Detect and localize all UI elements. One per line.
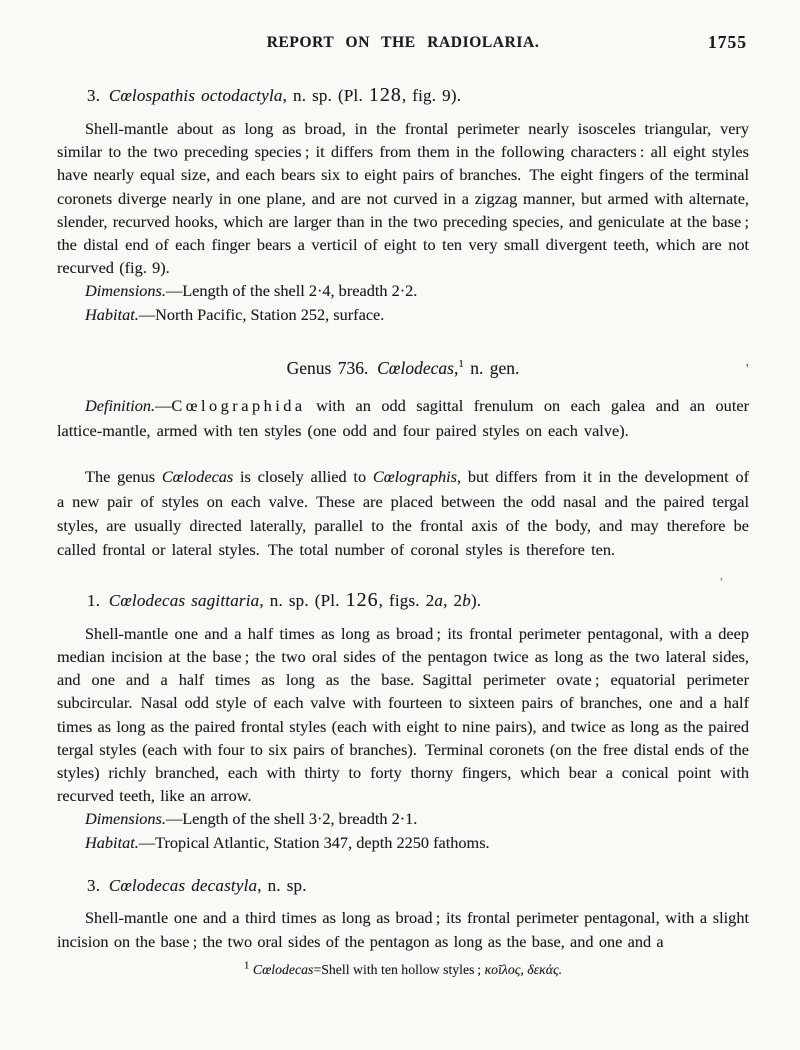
text-run: Shell-mantle one and a half times as long as broad ; its frontal perimeter pentagonal, with a deep median incision at the base ; the two oral sides of the pentagon twice as long as the two lateral sides, and one and a half times as long as the base. Sagittal perimeter ovate ; equatorial perimeter subcircular. Nasal odd style of each valve with fourteen to sixteen pairs of branches, one and a half times as long as the paired frontal styles (each with eight to nine pairs), and twice as long as the paired tergal styles (each with four to six pairs of branches). Terminal coronets (on the free distal ends of the styles) richly branched, each with thirty to forty thorny fingers, which bear a conical point with recurved teeth, like an arrow. [57,623,749,806]
text-run: ). [470,590,482,610]
text-run: Shell-mantle one and a third times as long as broad ; its frontal perimeter pentagonal, with a slight incision on the base ; the two oral sides of the pentagon as long as the base, and one and a [57,908,749,951]
text-run: Cœlographis [372,467,457,487]
text-run: n. gen. [463,358,520,379]
text-run: b [462,590,471,610]
text-run: 3. [87,876,109,896]
text-run: —Length of the shell 3·2, breadth 2·1. [165,809,418,829]
text-run: =Shell with ten hollow styles ; [313,961,485,977]
text-run: , 2 [443,590,463,610]
text-run: , n. sp. (Pl. [259,590,346,610]
text-run: The genus [85,467,162,487]
text-run: 1 [243,959,250,972]
text-run: Cœlodecas [161,467,234,487]
text-column [57,34,749,978]
paragraph-sagittaria-description [57,622,749,808]
text-run: Habitat. [85,832,139,852]
footnote-coelodecas-etymology [57,961,749,978]
text-run: κοῖλος, δεκάς. [484,961,563,977]
text-run: 128 [368,84,402,106]
text-run: Shell-mantle about as long as broad, in the frontal perimeter nearly isosceles triangular, very similar to the two preceding species ; it differs from them in the following characters : all eight styles have nearly equal size, and each bears six to eight pairs of branches. The eight fingers of the terminal coronets diverge nearly in one plane, and are not curved in a zigzag manner, but armed with alternate, slender, recurved hooks, which are larger than in the two preceding species, and geniculate at the base ; the distal end of each finger bears a verticil of eight to ten very small divergent teeth, which are not recurved (fig. 9). [57,119,749,278]
text-run: Genus 736. [286,358,378,379]
text-run: Cœlodecas [377,358,454,379]
text-run: Cœlodecas sagittaria [108,590,260,610]
scan-artifact-smudge: , [720,568,723,582]
text-run: , figs. 2 [378,590,435,610]
text-run: with an odd sagittal frenulum on each galea and an outer lattice-mantle, armed with ten styles (one odd and four paired styles on each valve). [57,396,749,441]
habitat-octodactyla [57,303,749,326]
habitat-sagittaria [57,831,749,854]
page-number: 1755 [708,32,747,52]
text-run: 126 [345,588,379,611]
text-run: 1 [458,358,464,371]
scan-artifact-apostrophe: ' [746,362,749,377]
text-run: , but differs from it in the development of a new pair of styles on each valve. These are placed between the odd nasal and the paired tergal styles, are usually directed laterally, parallel to the frontal axis of the body, and may therefore be called frontal or lateral styles. The total number of coronal styles is therefore ten. [57,467,750,560]
text-run: Habitat. [85,304,139,324]
paragraph-octodactyla-description [57,117,749,279]
text-run: 1. [87,590,109,610]
text-run: , n. sp. [257,876,307,896]
text-run: , fig. 9). [401,86,462,105]
dimensions-sagittaria [57,807,749,830]
text-run: , [453,358,459,379]
text-run: Cœlodecas [252,961,314,977]
heading-coelodecas-decastyla [57,876,749,896]
paragraph-genus-description [57,465,749,563]
text-run: —North Pacific, Station 252, surface. [138,304,385,324]
text-run: is closely allied to [233,467,373,487]
text-run: Definition. [85,396,156,416]
text-run: Cœlographida [171,396,306,416]
heading-coelospathis-octodactyla [57,84,749,107]
paragraph-decastyla-description [57,906,749,952]
text-run: Dimensions. [85,281,166,301]
text-run: — [155,396,172,416]
text-run: a [434,590,444,610]
text-run: Cœlodecas decastyla [108,876,258,896]
heading-genus-coelodecas [57,358,749,379]
text-run: —Length of the shell 2·4, breadth 2·2. [165,281,418,301]
heading-coelodecas-sagittaria [57,589,749,612]
running-title: REPORT ON THE RADIOLARIA. [266,34,540,51]
text-run: Dimensions. [85,809,166,829]
text-run: , n. sp. (Pl. [282,86,369,105]
paragraph-genus-definition [57,393,749,443]
text-run: —Tropical Atlantic, Station 347, depth 2250 fathoms. [138,832,490,852]
dimensions-octodactyla [57,279,749,302]
page-header [57,34,749,58]
text-run: 3. [87,86,109,105]
text-run: Cœlospathis octodactyla [108,86,283,105]
